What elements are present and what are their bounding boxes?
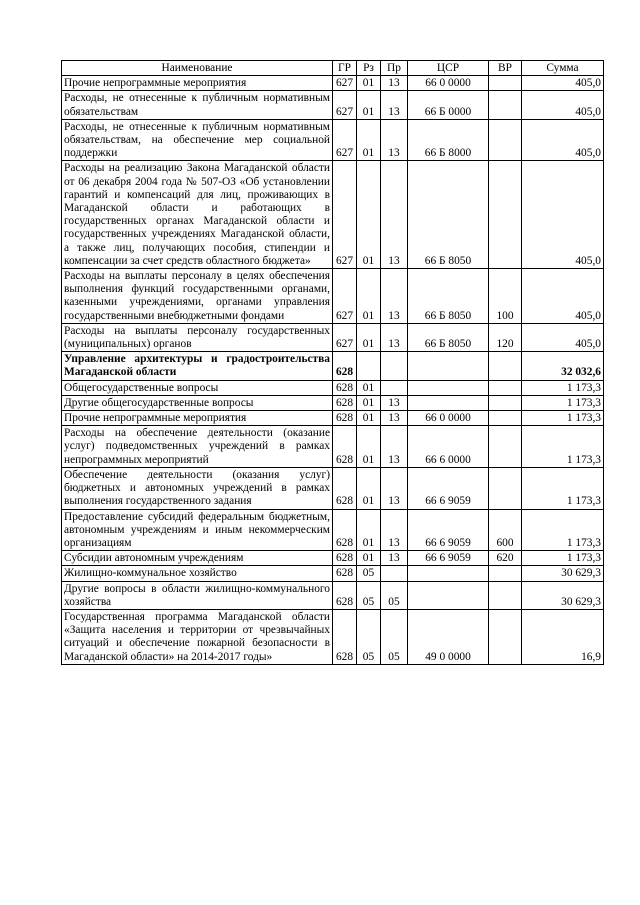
table-row	[62, 161, 604, 269]
cell-gr: 628	[333, 467, 357, 509]
table-row	[62, 395, 604, 410]
table-row	[62, 269, 604, 324]
cell-csr	[408, 566, 489, 581]
cell-pr: 13	[381, 76, 408, 91]
cell-csr	[408, 352, 489, 380]
cell-vr	[489, 609, 522, 664]
cell-rz: 01	[357, 426, 381, 468]
cell-rz: 01	[357, 161, 381, 269]
cell-vr: 100	[489, 269, 522, 324]
table-row	[62, 352, 604, 380]
cell-csr: 66 0 0000	[408, 76, 489, 91]
cell-sum: 16,9	[522, 609, 604, 664]
cell-vr	[489, 395, 522, 410]
cell-vr	[489, 91, 522, 119]
cell-rz: 01	[357, 509, 381, 551]
cell-pr: 13	[381, 509, 408, 551]
table-body	[62, 76, 604, 665]
cell-gr: 627	[333, 76, 357, 91]
table-row	[62, 323, 604, 351]
table-row	[62, 551, 604, 566]
cell-pr: 13	[381, 467, 408, 509]
cell-sum: 1 173,3	[522, 509, 604, 551]
cell-gr: 628	[333, 380, 357, 395]
cell-rz: 01	[357, 119, 381, 161]
cell-name: Предоставление субсидий федеральным бюджетным, автономным учреждениям и иным некоммерческим организациям	[62, 509, 333, 551]
cell-rz: 05	[357, 609, 381, 664]
cell-pr: 05	[381, 609, 408, 664]
cell-vr	[489, 426, 522, 468]
cell-name: Расходы на выплаты персоналу в целях обеспечения выполнения функций государственными органами, казенными учреждениями, органами управления государственными внебюджетными фондами	[62, 269, 333, 324]
header-sum: Сумма	[522, 61, 604, 76]
table-row	[62, 380, 604, 395]
header-csr: ЦСР	[408, 61, 489, 76]
cell-vr	[489, 581, 522, 609]
header-pr: Пр	[381, 61, 408, 76]
cell-vr	[489, 76, 522, 91]
cell-pr: 13	[381, 91, 408, 119]
cell-rz: 01	[357, 91, 381, 119]
header-name: Наименование	[62, 61, 333, 76]
cell-name: Прочие непрограммные мероприятия	[62, 411, 333, 426]
cell-gr: 628	[333, 581, 357, 609]
header-gr: ГР	[333, 61, 357, 76]
table-row	[62, 467, 604, 509]
cell-sum: 405,0	[522, 161, 604, 269]
cell-gr: 628	[333, 551, 357, 566]
cell-csr	[408, 380, 489, 395]
cell-pr: 13	[381, 395, 408, 410]
cell-rz: 01	[357, 551, 381, 566]
cell-sum: 30 629,3	[522, 566, 604, 581]
cell-pr: 13	[381, 323, 408, 351]
cell-vr	[489, 119, 522, 161]
cell-name: Общегосударственные вопросы	[62, 380, 333, 395]
cell-name: Прочие непрограммные мероприятия	[62, 76, 333, 91]
cell-name: Расходы на обеспечение деятельности (оказание услуг) подведомственных учреждений в рамках непрограммных мероприятий	[62, 426, 333, 468]
cell-csr: 66 Б 8050	[408, 323, 489, 351]
cell-gr: 628	[333, 509, 357, 551]
cell-pr: 13	[381, 411, 408, 426]
budget-table	[61, 60, 604, 665]
header-rz: Рз	[357, 61, 381, 76]
table-row	[62, 426, 604, 468]
cell-pr	[381, 566, 408, 581]
budget-document	[61, 60, 604, 665]
cell-name: Другие общегосударственные вопросы	[62, 395, 333, 410]
cell-rz: 05	[357, 566, 381, 581]
cell-sum: 405,0	[522, 91, 604, 119]
cell-gr: 627	[333, 91, 357, 119]
cell-csr: 66 6 9059	[408, 551, 489, 566]
table-row	[62, 119, 604, 161]
cell-sum: 1 173,3	[522, 467, 604, 509]
cell-name: Государственная программа Магаданской области «Защита населения и территории от чрезвычайных ситуаций и обеспечение пожарной безопасности в Магаданской области» на 2014-2017 годы»	[62, 609, 333, 664]
cell-pr: 05	[381, 581, 408, 609]
cell-rz: 01	[357, 411, 381, 426]
cell-name: Субсидии автономным учреждениям	[62, 551, 333, 566]
cell-gr: 628	[333, 395, 357, 410]
cell-sum: 32 032,6	[522, 352, 604, 380]
cell-gr: 627	[333, 119, 357, 161]
cell-gr: 628	[333, 352, 357, 380]
cell-csr: 66 Б 8000	[408, 119, 489, 161]
cell-sum: 1 173,3	[522, 426, 604, 468]
cell-sum: 1 173,3	[522, 395, 604, 410]
cell-csr	[408, 395, 489, 410]
header-vr: ВР	[489, 61, 522, 76]
cell-csr: 66 0 0000	[408, 411, 489, 426]
cell-pr: 13	[381, 551, 408, 566]
cell-name: Жилищно-коммунальное хозяйство	[62, 566, 333, 581]
cell-vr	[489, 352, 522, 380]
cell-sum: 405,0	[522, 269, 604, 324]
cell-rz: 05	[357, 581, 381, 609]
cell-name: Управление архитектуры и градостроительства Магаданской области	[62, 352, 333, 380]
cell-sum: 1 173,3	[522, 380, 604, 395]
cell-pr: 13	[381, 161, 408, 269]
cell-sum: 405,0	[522, 76, 604, 91]
cell-csr: 66 6 9059	[408, 509, 489, 551]
cell-sum: 405,0	[522, 323, 604, 351]
cell-csr: 66 Б 8050	[408, 161, 489, 269]
cell-gr: 627	[333, 161, 357, 269]
table-row	[62, 566, 604, 581]
cell-sum: 30 629,3	[522, 581, 604, 609]
cell-sum: 405,0	[522, 119, 604, 161]
table-row	[62, 76, 604, 91]
cell-pr: 13	[381, 269, 408, 324]
table-row	[62, 509, 604, 551]
cell-pr	[381, 380, 408, 395]
table-row	[62, 581, 604, 609]
cell-rz: 01	[357, 380, 381, 395]
cell-csr: 49 0 0000	[408, 609, 489, 664]
cell-csr: 66 Б 0000	[408, 91, 489, 119]
cell-name: Другие вопросы в области жилищно-коммунального хозяйства	[62, 581, 333, 609]
cell-csr	[408, 581, 489, 609]
cell-rz: 01	[357, 269, 381, 324]
cell-rz: 01	[357, 323, 381, 351]
cell-gr: 628	[333, 609, 357, 664]
table-header-row	[62, 61, 604, 76]
cell-sum: 1 173,3	[522, 551, 604, 566]
table-row	[62, 411, 604, 426]
cell-rz	[357, 352, 381, 380]
cell-gr: 628	[333, 411, 357, 426]
cell-name: Расходы на реализацию Закона Магаданской области от 06 декабря 2004 года № 507-ОЗ «Об установлении гарантий и компенсаций для лиц, проживающих в Магаданской области и работающих в государственных органах Магаданской области и государственных учреждениях Магаданской области, а также лиц, получающих пособия, стипендии и компенсации за счет средств областного бюджета»	[62, 161, 333, 269]
cell-rz: 01	[357, 76, 381, 91]
cell-name: Расходы, не отнесенные к публичным нормативным обязательствам, на обеспечение мер социальной поддержки	[62, 119, 333, 161]
cell-sum: 1 173,3	[522, 411, 604, 426]
cell-csr: 66 6 0000	[408, 426, 489, 468]
cell-pr: 13	[381, 426, 408, 468]
cell-pr	[381, 352, 408, 380]
cell-rz: 01	[357, 467, 381, 509]
cell-name: Обеспечение деятельности (оказания услуг) бюджетных и автономных учреждений в рамках выполнения государственного задания	[62, 467, 333, 509]
cell-vr	[489, 161, 522, 269]
cell-pr: 13	[381, 119, 408, 161]
cell-name: Расходы, не отнесенные к публичным нормативным обязательствам	[62, 91, 333, 119]
table-row	[62, 609, 604, 664]
cell-vr	[489, 467, 522, 509]
cell-gr: 627	[333, 269, 357, 324]
cell-vr	[489, 380, 522, 395]
cell-csr: 66 6 9059	[408, 467, 489, 509]
cell-vr	[489, 566, 522, 581]
table-row	[62, 91, 604, 119]
cell-name: Расходы на выплаты персоналу государственных (муниципальных) органов	[62, 323, 333, 351]
cell-vr: 600	[489, 509, 522, 551]
cell-csr: 66 Б 8050	[408, 269, 489, 324]
cell-gr: 627	[333, 323, 357, 351]
cell-gr: 628	[333, 566, 357, 581]
cell-gr: 628	[333, 426, 357, 468]
cell-vr: 120	[489, 323, 522, 351]
cell-vr: 620	[489, 551, 522, 566]
cell-vr	[489, 411, 522, 426]
cell-rz: 01	[357, 395, 381, 410]
